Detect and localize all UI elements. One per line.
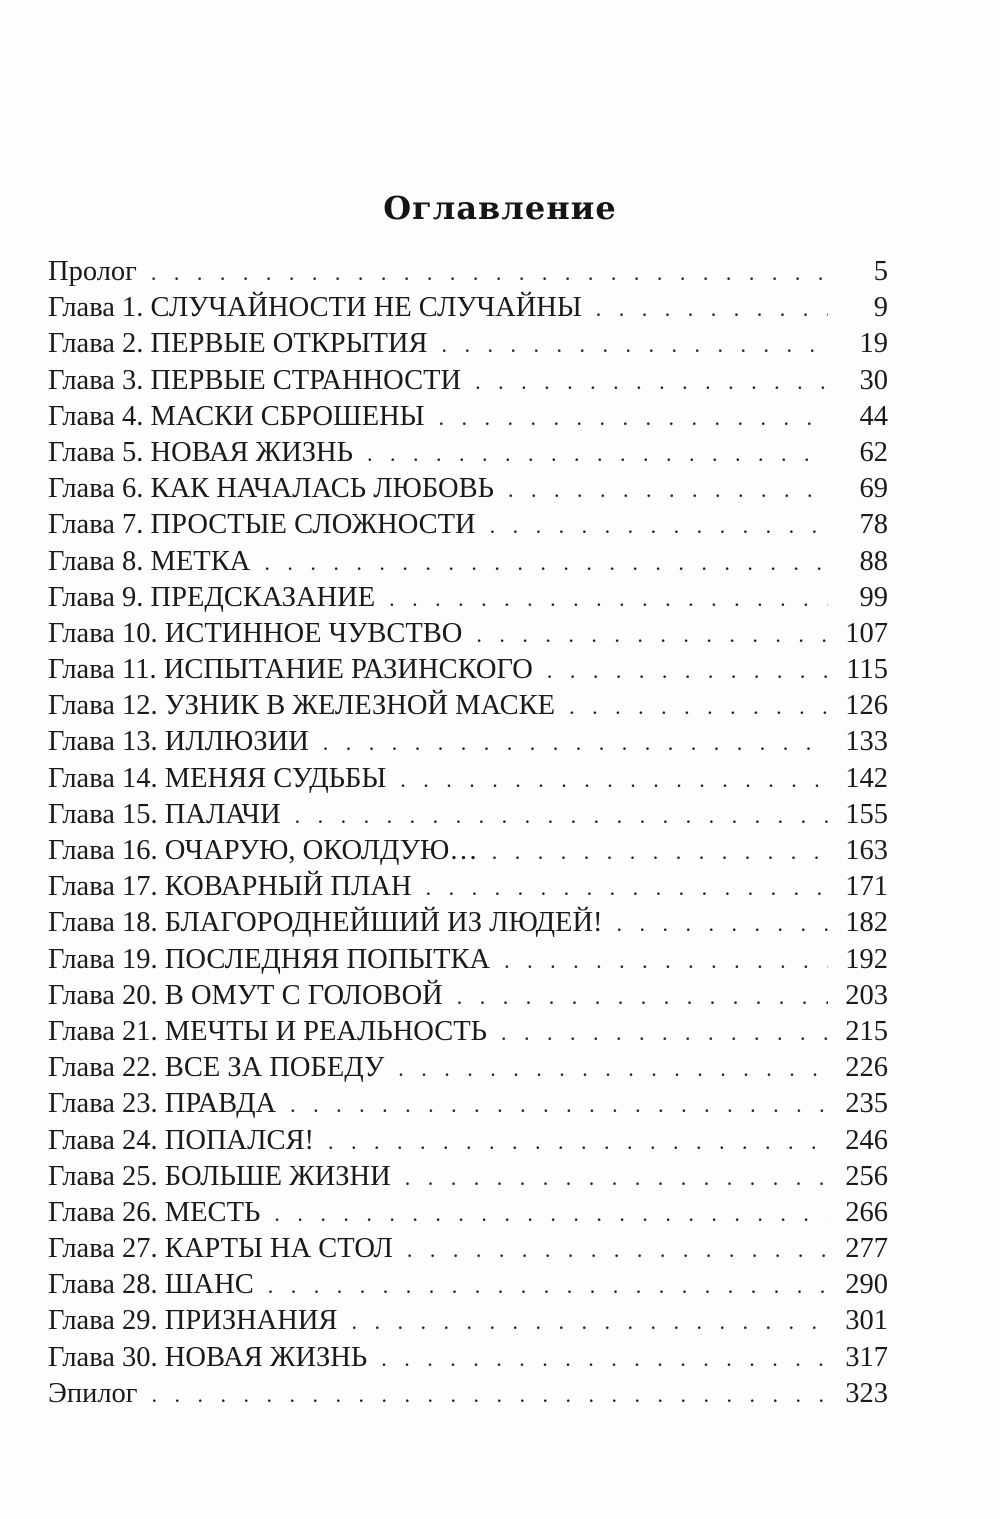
table-of-contents bbox=[48, 254, 888, 1412]
toc-entry-title: Глава 4. МАСКИ СБРОШЕНЫ bbox=[48, 400, 425, 432]
toc-entry-page-number: 163 bbox=[845, 835, 888, 866]
dot-leader bbox=[351, 1304, 828, 1340]
dot-leader bbox=[569, 689, 828, 725]
dot-leader bbox=[328, 1124, 828, 1160]
dot-leader bbox=[504, 943, 828, 979]
toc-entry-title: Глава 27. КАРТЫ НА СТОЛ bbox=[48, 1233, 393, 1265]
toc-entry bbox=[48, 942, 888, 978]
toc-entry-page-number: 277 bbox=[845, 1233, 888, 1265]
dot-leader bbox=[501, 1015, 828, 1051]
toc-entry bbox=[48, 326, 888, 362]
toc-entry-title: Глава 1. СЛУЧАЙНОСТИ НЕ СЛУЧАЙНЫ bbox=[48, 292, 582, 324]
dot-leader bbox=[274, 1196, 828, 1232]
toc-entry-page-number: 323 bbox=[845, 1377, 888, 1409]
toc-entry-page-number: 266 bbox=[845, 1196, 888, 1228]
toc-entry-title: Глава 13. ИЛЛЮЗИИ bbox=[48, 726, 309, 758]
toc-entry-title: Глава 8. МЕТКА bbox=[48, 545, 251, 577]
toc-entry-title: Глава 20. В ОМУТ С ГОЛОВОЙ bbox=[48, 979, 443, 1011]
toc-entry-page-number: 88 bbox=[859, 545, 888, 577]
toc-entry bbox=[48, 1231, 888, 1267]
dot-leader bbox=[439, 400, 828, 436]
toc-entry-page-number: 115 bbox=[846, 654, 888, 686]
toc-entry bbox=[48, 1086, 888, 1122]
toc-entry bbox=[48, 471, 888, 507]
toc-entry-page-number: 235 bbox=[845, 1088, 888, 1120]
toc-entry bbox=[48, 978, 888, 1014]
toc-entry-title: Глава 14. МЕНЯЯ СУДЬБЫ bbox=[48, 762, 387, 794]
toc-entry bbox=[48, 1303, 888, 1339]
toc-entry-title: Глава 15. ПАЛАЧИ bbox=[48, 798, 281, 830]
toc-entry-page-number: 107 bbox=[845, 617, 888, 649]
toc-entry-page-number: 69 bbox=[859, 473, 888, 505]
dot-leader bbox=[426, 870, 828, 906]
toc-entry-title: Глава 11. ИСПЫТАНИЕ РАЗИНСКОГО bbox=[48, 654, 533, 686]
toc-entry-title: Глава 7. ПРОСТЫЕ СЛОЖНОСТИ bbox=[48, 509, 476, 541]
toc-entry-page-number: 142 bbox=[845, 762, 888, 794]
toc-entry bbox=[48, 507, 888, 543]
dot-leader bbox=[290, 1087, 828, 1123]
toc-entry-page-number: 99 bbox=[859, 581, 888, 613]
toc-entry-page-number: 133 bbox=[845, 726, 888, 758]
toc-entry bbox=[48, 688, 888, 724]
dot-leader bbox=[508, 472, 828, 508]
toc-entry-title: Глава 19. ПОСЛЕДНЯЯ ПОПЫТКА bbox=[48, 943, 491, 975]
toc-entry-page-number: 44 bbox=[859, 400, 888, 432]
page-title: Оглавление bbox=[383, 189, 617, 228]
toc-entry-title: Эпилог bbox=[48, 1377, 138, 1409]
dot-leader bbox=[381, 1341, 828, 1377]
toc-entry bbox=[48, 1014, 888, 1050]
toc-entry-page-number: 9 bbox=[873, 292, 888, 324]
dot-leader bbox=[490, 508, 828, 544]
toc-entry-title: Глава 17. КОВАРНЫЙ ПЛАН bbox=[48, 871, 412, 903]
dot-leader bbox=[295, 798, 828, 834]
toc-entry bbox=[48, 905, 888, 941]
toc-entry bbox=[48, 797, 888, 833]
toc-entry-title: Глава 25. БОЛЬШЕ ЖИЗНИ bbox=[48, 1160, 391, 1192]
dot-leader bbox=[151, 1377, 828, 1413]
toc-entry-title: Глава 18. БЛАГОРОДНЕЙШИЙ ИЗ ЛЮДЕЙ! bbox=[48, 907, 603, 939]
toc-entry bbox=[48, 1195, 888, 1231]
toc-entry-page-number: 155 bbox=[845, 798, 888, 830]
toc-entry-page-number: 256 bbox=[845, 1160, 888, 1192]
dot-leader bbox=[398, 1051, 828, 1087]
toc-entry-title: Глава 24. ПОПАЛСЯ! bbox=[48, 1124, 314, 1156]
toc-entry-page-number: 126 bbox=[845, 690, 888, 722]
toc-entry bbox=[48, 833, 888, 869]
dot-leader bbox=[407, 1232, 828, 1268]
toc-entry-title: Глава 21. МЕЧТЫ И РЕАЛЬНОСТЬ bbox=[48, 1015, 488, 1047]
dot-leader bbox=[547, 653, 828, 689]
toc-entry bbox=[48, 435, 888, 471]
toc-entry-page-number: 78 bbox=[859, 509, 888, 541]
toc-entry bbox=[48, 1159, 888, 1195]
toc-entry-page-number: 226 bbox=[845, 1052, 888, 1084]
dot-leader bbox=[367, 436, 828, 472]
toc-entry-title: Глава 6. КАК НАЧАЛАСЬ ЛЮБОВЬ bbox=[48, 473, 494, 505]
toc-entry-title: Глава 3. ПЕРВЫЕ СТРАННОСТИ bbox=[48, 364, 462, 396]
toc-entry-page-number: 317 bbox=[845, 1341, 888, 1373]
toc-entry bbox=[48, 290, 888, 326]
toc-entry-title: Глава 9. ПРЕДСКАЗАНИЕ bbox=[48, 581, 376, 613]
dot-leader bbox=[596, 291, 828, 327]
toc-entry-page-number: 290 bbox=[845, 1269, 888, 1301]
toc-entry-page-number: 215 bbox=[845, 1015, 888, 1047]
dot-leader bbox=[323, 725, 828, 761]
toc-entry-page-number: 62 bbox=[859, 436, 888, 468]
dot-leader bbox=[492, 834, 828, 870]
toc-entry bbox=[48, 1123, 888, 1159]
toc-entry-page-number: 30 bbox=[859, 364, 888, 396]
toc-entry-page-number: 246 bbox=[845, 1124, 888, 1156]
toc-entry bbox=[48, 761, 888, 797]
toc-entry-title: Глава 30. НОВАЯ ЖИЗНЬ bbox=[48, 1341, 368, 1373]
toc-entry bbox=[48, 254, 888, 290]
toc-entry bbox=[48, 616, 888, 652]
dot-leader bbox=[475, 364, 828, 400]
toc-entry bbox=[48, 1050, 888, 1086]
toc-entry-page-number: 171 bbox=[845, 871, 888, 903]
toc-entry-title: Глава 26. МЕСТЬ bbox=[48, 1196, 261, 1228]
toc-entry-title: Глава 16. ОЧАРУЮ, ОКОЛДУЮ… bbox=[48, 835, 478, 866]
toc-entry-title: Глава 5. НОВАЯ ЖИЗНЬ bbox=[48, 436, 353, 468]
toc-entry-page-number: 5 bbox=[873, 256, 888, 287]
toc-entry-title: Глава 2. ПЕРВЫЕ ОТКРЫТИЯ bbox=[48, 328, 428, 360]
toc-entry-title: Глава 28. ШАНС bbox=[48, 1269, 254, 1301]
toc-entry bbox=[48, 363, 888, 399]
dot-leader bbox=[617, 906, 828, 942]
toc-entry-title: Глава 29. ПРИЗНАНИЯ bbox=[48, 1305, 338, 1337]
toc-entry-title: Глава 22. ВСЕ ЗА ПОБЕДУ bbox=[48, 1052, 385, 1084]
toc-entry-title: Глава 10. ИСТИННОЕ ЧУВСТВО bbox=[48, 617, 463, 649]
dot-leader bbox=[389, 581, 828, 617]
toc-entry bbox=[48, 1340, 888, 1376]
toc-entry-page-number: 182 bbox=[845, 907, 888, 939]
dot-leader bbox=[442, 327, 828, 363]
toc-entry-title: Глава 23. ПРАВДА bbox=[48, 1088, 277, 1120]
toc-entry bbox=[48, 544, 888, 580]
toc-entry-title: Пролог bbox=[48, 256, 137, 287]
dot-leader bbox=[405, 1160, 828, 1196]
dot-leader bbox=[476, 617, 828, 653]
toc-entry bbox=[48, 399, 888, 435]
toc-entry bbox=[48, 652, 888, 688]
toc-entry bbox=[48, 869, 888, 905]
dot-leader bbox=[264, 545, 828, 581]
toc-entry-page-number: 203 bbox=[845, 979, 888, 1011]
toc-entry bbox=[48, 1267, 888, 1303]
dot-leader bbox=[457, 979, 828, 1015]
toc-entry-title: Глава 12. УЗНИК В ЖЕЛЕЗНОЙ МАСКЕ bbox=[48, 690, 556, 722]
toc-entry-page-number: 301 bbox=[845, 1305, 888, 1337]
toc-entry-page-number: 192 bbox=[845, 943, 888, 975]
dot-leader bbox=[400, 762, 828, 798]
dot-leader bbox=[268, 1268, 828, 1304]
toc-entry bbox=[48, 580, 888, 616]
toc-entry bbox=[48, 724, 888, 760]
toc-entry bbox=[48, 1376, 888, 1412]
dot-leader bbox=[151, 255, 828, 291]
toc-entry-page-number: 19 bbox=[859, 328, 888, 360]
